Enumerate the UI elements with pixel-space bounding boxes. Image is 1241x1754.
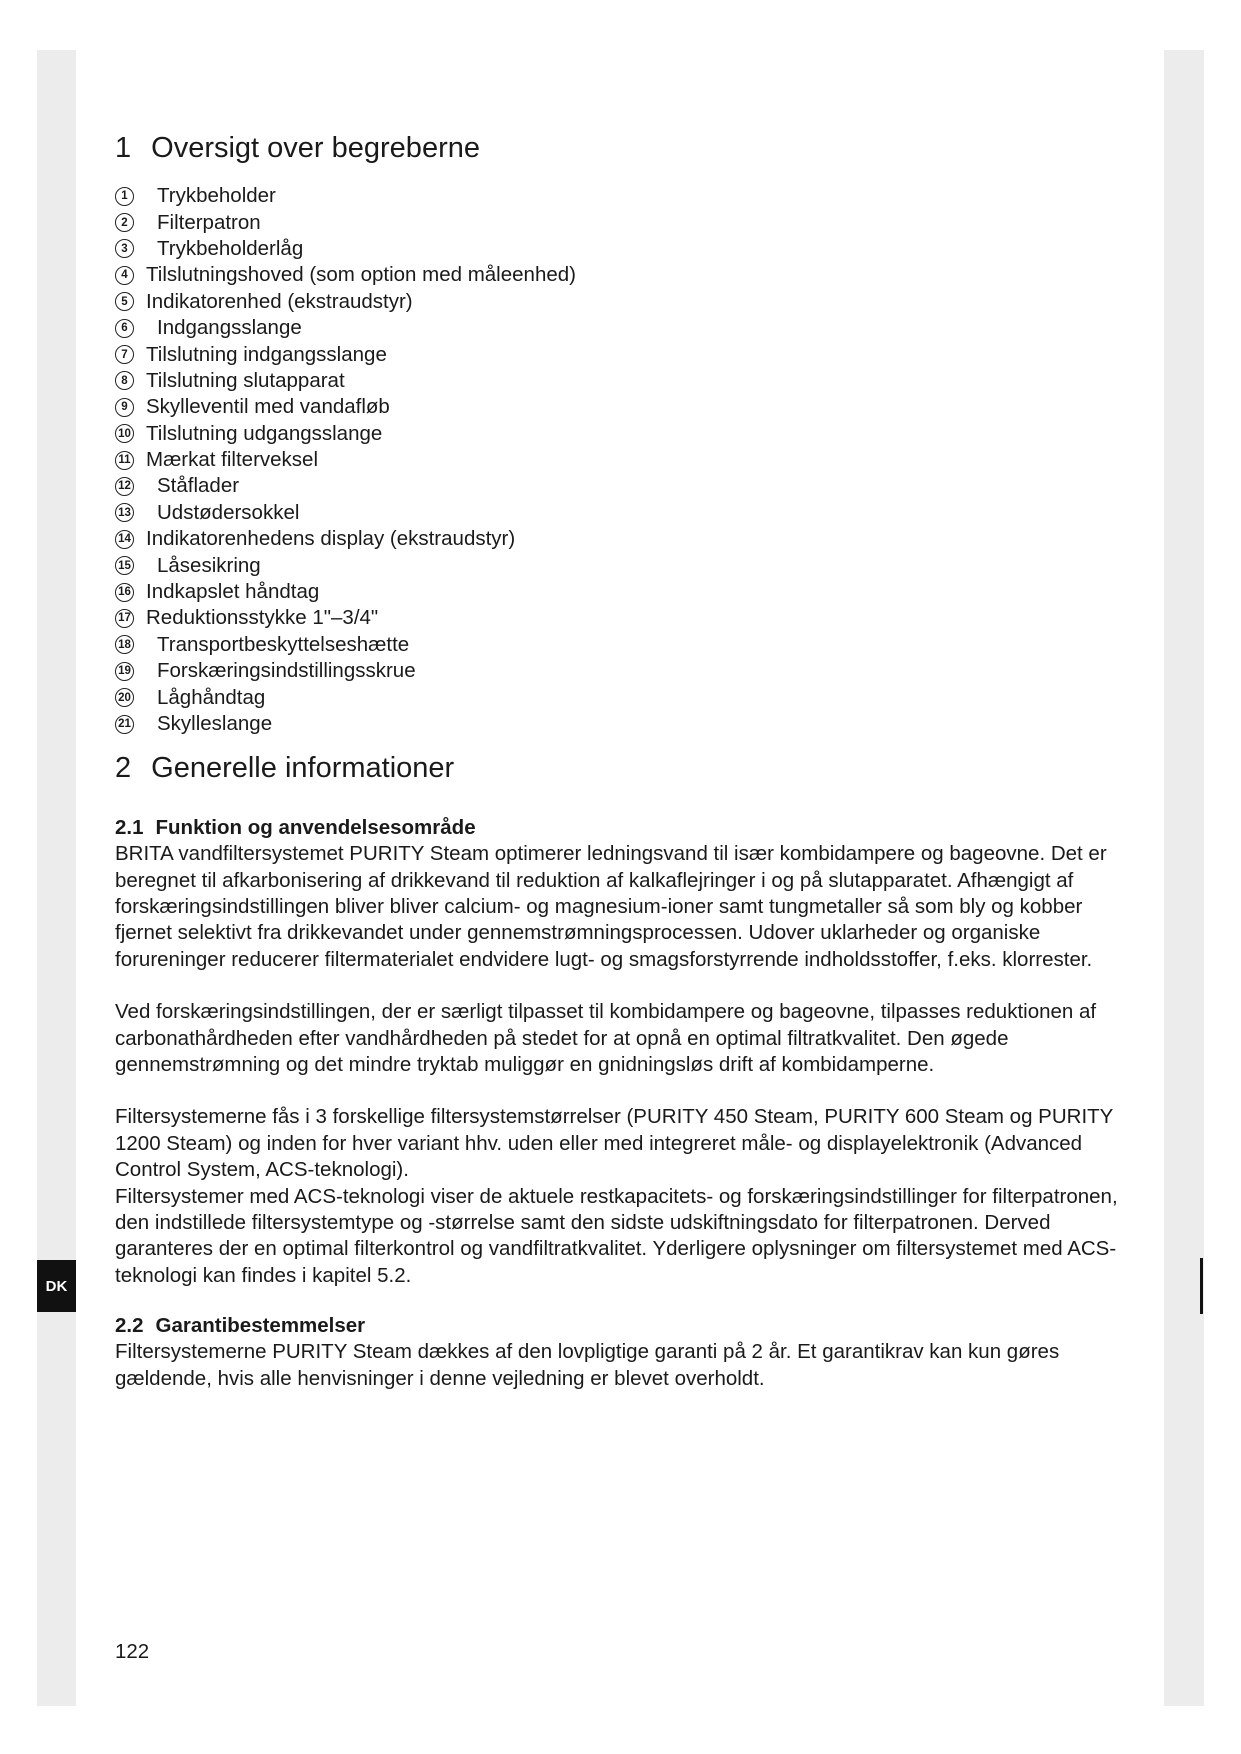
paragraph: Filtersystemerne PURITY Steam dækkes af den lovpligtige garanti på 2 år. Et garantikrav kan kun gøres gældende, hvis alle henvisninger i denne vejledning er blevet overholdt. (115, 1340, 1060, 1390)
item-label: Transportbeskyttelseshætte (157, 632, 410, 656)
section-2-title: Generelle informationer (151, 752, 455, 785)
item-label: Skylleslange (157, 712, 273, 735)
paragraph: BRITA vandfiltersystemet PURITY Steam optimerer ledningsvand til især kombidampere og bageovne. Det er beregnet til afkarbonisering af drikkevand til reduktion af kalkaflejringer i og på slutapparatet. Afhængigt af forskæringsindstillingen bliver bliver calcium- og magnesium-ioner samt tungmetaller så som bly og kobber fjernet selektivt fra drikkevandet under gennemstrømningsprocessen. Udover uklarheder og organiske forureninger reducerer filtermaterialet endvidere lugt- og smagsforstyrrende indholdsstoffer, f.eks. klorrester. (115, 842, 1107, 971)
item-label: Reduktionsstykke 1"–3/4" (146, 606, 379, 630)
page-number: 122 (115, 1640, 150, 1663)
item-number-badge: 17 (115, 609, 134, 628)
list-item (115, 473, 1125, 499)
list-item (115, 500, 1125, 526)
page-content (115, 125, 1125, 1392)
section-2-heading (115, 745, 1125, 791)
item-label: Indikatorenhed (ekstraudstyr) (146, 289, 413, 313)
item-number-badge: 3 (115, 239, 134, 258)
item-number-badge: 18 (115, 635, 134, 654)
list-item (115, 394, 1125, 420)
list-item (115, 341, 1125, 367)
item-label: Forskæringsindstillingsskrue (157, 659, 416, 683)
parts-list (115, 183, 1125, 737)
subsection-2-2-heading (115, 1313, 1125, 1339)
list-item (115, 236, 1125, 262)
paragraph: Filtersystemerne fås i 3 forskellige filtersystemstørrelser (PURITY 450 Steam, PURITY 600 Steam og PURITY 1200 Steam) og inden for hver variant hhv. uden eller med integreret måle- og displayelektronik (Advanced Control System, ACS-teknologi). (115, 1105, 1113, 1182)
item-label: Tilslutningshoved (som option med måleenhed) (146, 263, 576, 287)
item-label: Låsesikring (157, 553, 261, 577)
section-1-heading (115, 125, 1125, 171)
item-number-badge: 4 (115, 266, 134, 285)
item-number-badge: 8 (115, 371, 134, 390)
list-item (115, 368, 1125, 394)
subsection-2-1-heading (115, 815, 1125, 841)
item-number-badge: 13 (115, 503, 134, 522)
item-number-badge: 14 (115, 530, 134, 549)
list-item (115, 262, 1125, 288)
list-item (115, 552, 1125, 578)
item-number-badge: 1 (115, 187, 134, 206)
item-number-badge: 21 (115, 715, 134, 734)
section-1-number: 1 (115, 132, 132, 164)
item-label: Indgangsslange (157, 316, 302, 340)
item-label: Mærkat filterveksel (146, 448, 319, 472)
paragraph: Ved forskæringsindstillingen, der er særligt tilpasset til kombidampere og bageovne, tilpasses reduktionen af carbonathårdheden efter vandhårdheden på stedet for at opnå en optimal filtratkvalitet. Den øgede gennemstrømning og det mindre tryktab muliggør en gnidningsløs drift af kombidamperne. (115, 1000, 1097, 1077)
item-number-badge: 12 (115, 477, 134, 496)
left-margin-band (37, 50, 76, 1706)
list-item (115, 711, 1125, 737)
right-margin-band (1164, 50, 1204, 1706)
list-item (115, 315, 1125, 341)
item-label: Trykbeholder (157, 184, 276, 208)
item-label: Filterpatron (157, 210, 261, 234)
subsection-2-1-title: Funktion og anvendelsesområde (155, 816, 476, 840)
item-number-badge: 16 (115, 583, 134, 602)
list-item (115, 684, 1125, 710)
list-item (115, 183, 1125, 209)
list-item (115, 605, 1125, 631)
list-item (115, 579, 1125, 605)
item-number-badge: 5 (115, 292, 134, 311)
item-label: Tilslutning slutapparat (146, 368, 345, 392)
item-label: Låghåndtag (157, 685, 266, 709)
item-number-badge: 2 (115, 213, 134, 232)
item-number-badge: 7 (115, 345, 134, 364)
item-label: Skylleventil med vandafløb (146, 395, 390, 419)
item-number-badge: 6 (115, 319, 134, 338)
subsection-2-2-title: Garantibestemmelser (155, 1314, 366, 1338)
item-number-badge: 20 (115, 688, 134, 707)
item-label: Indikatorenhedens display (ekstraudstyr) (146, 527, 516, 551)
item-number-badge: 9 (115, 398, 134, 417)
item-label: Indkapslet håndtag (146, 580, 320, 604)
section-1-title: Oversigt over begreberne (151, 132, 480, 164)
list-item (115, 289, 1125, 315)
subsection-2-2-number: 2.2 (115, 1314, 144, 1338)
item-number-badge: 15 (115, 556, 134, 575)
item-number-badge: 11 (115, 451, 134, 470)
list-item (115, 658, 1125, 684)
list-item (115, 632, 1125, 658)
item-number-badge: 10 (115, 424, 134, 443)
item-label: Tilslutning udgangsslange (146, 421, 383, 445)
subsection-2-1-number: 2.1 (115, 816, 144, 840)
list-item (115, 421, 1125, 447)
paragraph: Filtersystemer med ACS-teknologi viser de aktuele restkapacitets- og forskæringsindstillinger for filterpatronen, den indstillede filtersystemtype og -størrelse samt den sidste udskiftningsdato for filterpatronen. Derved garanteres der en optimal filterkontrol og vandfiltratkvalitet. Yderligere oplysninger om filtersystemet med ACS-teknologi kan findes i kapitel 5.2. (115, 1184, 1118, 1287)
item-label: Udstødersokkel (157, 500, 300, 524)
item-label: Tilslutning indgangsslange (146, 342, 387, 366)
section-2-number: 2 (115, 752, 132, 785)
list-item (115, 526, 1125, 552)
item-label: Ståflader (157, 474, 240, 498)
list-item (115, 447, 1125, 473)
item-number-badge: 19 (115, 662, 134, 681)
item-label: Trykbeholderlåg (157, 236, 304, 260)
language-tab: DK (37, 1260, 76, 1312)
list-item (115, 209, 1125, 235)
edge-marker (1200, 1258, 1203, 1314)
